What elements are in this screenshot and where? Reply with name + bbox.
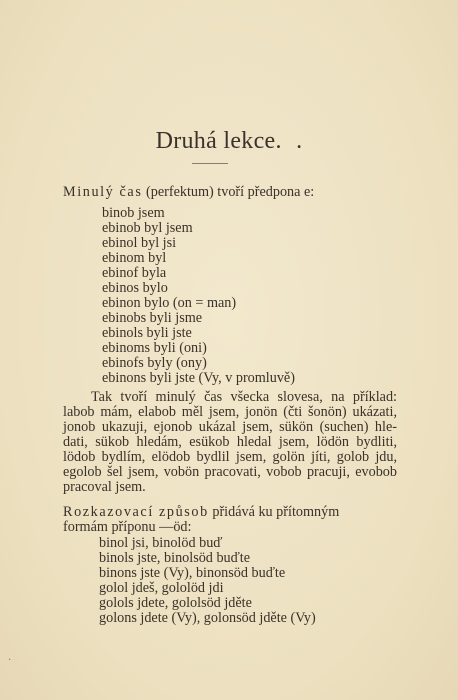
section1-heading-spaced: Minulý čas [63,184,143,200]
section1-heading [63,185,314,200]
paragraph-line: labob mám, elabob měl jsem, jonön (čti šonön) ukázati, [63,404,397,420]
title-divider [192,163,228,164]
section2-heading-rest: přidává ku přítomným [208,504,340,520]
title-text: Druhá lekce. [155,128,282,154]
page-edge-mark: · [8,655,12,666]
list-item: binol jsi, binolöd buď [99,535,223,551]
page-title [0,128,458,155]
section2-heading-spaced: Rozkazovací způsob [63,504,209,520]
list-item: ebinols byli jste [102,325,192,341]
examples-paragraph [63,390,397,495]
list-item: ebinofs byly (ony) [102,355,207,371]
list-item: ebinoms byli (oni) [102,340,207,356]
list-item: ebinon bylo (on = man) [102,295,237,311]
list-item: ebinob byl jsem [102,220,193,236]
list-item: ebinom byl [102,250,167,266]
list-item: binols jste, binolsöd buďte [99,550,251,566]
section1-heading-rest: (perfektum) tvoří předpona e: [142,184,315,200]
list-item: golol jdeš, gololöd jdi [99,580,224,596]
list-item: golons jdete (Vy), golonsöd jděte (Vy) [99,610,316,626]
list-item: ebinos bylo [102,280,168,296]
list-item: ebinof byla [102,265,167,281]
list-item: golols jdete, gololsöd jděte [99,595,252,611]
list-item: binons jste (Vy), binonsöd buďte [99,565,286,581]
section2-heading-line2: formám příponu —öd: [63,519,192,535]
list-item: binob jsem [102,205,165,221]
title-tail-dot: . [296,128,303,154]
paragraph-line: pracoval jsem. [63,479,146,495]
paragraph-line: Tak tvoří minulý čas všecka slovesa, na příklad: [91,389,397,405]
paragraph-line: dati, sükob hledám, esükob hledal jsem, lödön bydliti, [63,434,397,450]
list-item: ebinol byl jsi [102,235,177,251]
paragraph-line: lödob bydlím, elödob bydlil jsem, golön jíti, golob jdu, [63,449,397,465]
section2-heading [63,505,339,520]
list-item: ebinons byli jste (Vy, v promluvě) [102,370,295,386]
paragraph-line: egolob šel jsem, vobön pracovati, vobob pracuji, evobob [63,464,397,480]
list-item: ebinobs byli jsme [102,310,203,326]
paragraph-line: jonob ukazuji, ejonob ukázal jsem, sükön (suchen) hle- [63,419,397,435]
